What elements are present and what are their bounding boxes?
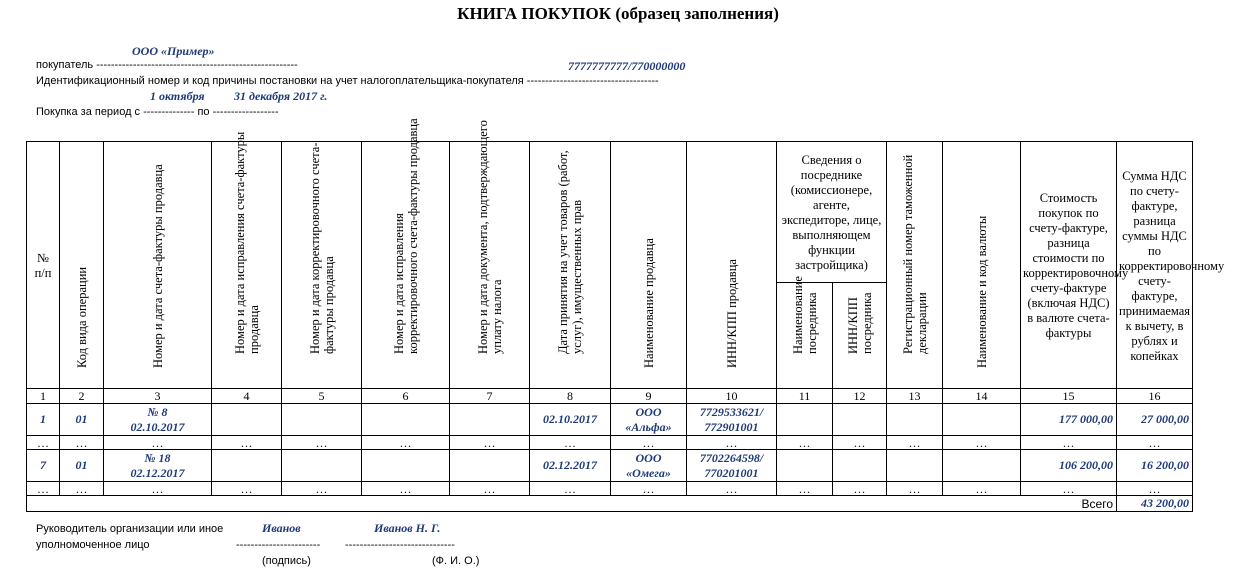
signer-fio: Иванов Н. Г. <box>374 521 441 535</box>
seller-name-line: ООО <box>635 404 662 419</box>
empty-cell <box>450 404 530 436</box>
page-title: КНИГА ПОКУПОК (образец заполнения) <box>457 4 779 23</box>
invoice-number: № 8 <box>147 404 168 419</box>
column-number-row <box>27 389 1193 404</box>
header-col-15: Стоимость покупок по счету-фактуре, разница стоимости по корректировочному счету-фактуре (включая НДС) в валюте счета-фактуры <box>1021 142 1117 389</box>
empty-cell <box>450 450 530 482</box>
vat-amount: 27 000,00 <box>1117 404 1193 436</box>
ellipsis: … <box>212 436 282 450</box>
seller-inn-kpp <box>687 450 777 482</box>
header-col-1: № п/п <box>27 142 60 389</box>
fio-line: ------------------------------ <box>345 539 455 551</box>
ellipsis: … <box>777 482 833 496</box>
operation-code: 01 <box>60 404 104 436</box>
empty-cell <box>282 404 362 436</box>
signature-line: ----------------------- <box>236 539 321 551</box>
table-row <box>27 404 1193 436</box>
header-col-6: Номер и дата исправления корректировочного счета-фактуры продавца <box>362 142 450 389</box>
empty-cell <box>833 450 887 482</box>
empty-cell <box>887 450 943 482</box>
ellipsis: … <box>27 482 60 496</box>
header-col-11: Наименование посредника <box>777 283 833 389</box>
fio-caption: (Ф. И. О.) <box>432 555 480 567</box>
seller-name <box>611 450 687 482</box>
head-label-line-2: уполномоченное лицо <box>36 539 150 551</box>
ellipsis: … <box>943 436 1021 450</box>
header-col-9: Наименование продавца <box>611 142 687 389</box>
empty-cell <box>282 450 362 482</box>
empty-cell <box>833 404 887 436</box>
vat-amount: 16 200,00 <box>1117 450 1193 482</box>
ellipsis: … <box>943 482 1021 496</box>
header-col-16: Сумма НДС по счету-фактуре, разница суммы НДС по корректировочному счету-фактуре, принимаемая к вычету, в рублях и копейках <box>1117 142 1193 389</box>
invoice-date: 02.12.2017 <box>130 465 185 480</box>
invoice-date: 02.10.2017 <box>130 419 185 434</box>
empty-cell <box>212 404 282 436</box>
seller-inn: 7729533621/ <box>699 404 764 419</box>
col-number: 15 <box>1021 389 1117 404</box>
total-vat: 43 200,00 <box>1117 496 1193 512</box>
signature: Иванов <box>262 521 301 535</box>
ellipsis: … <box>777 436 833 450</box>
ellipsis: … <box>362 482 450 496</box>
col-number: 5 <box>282 389 362 404</box>
purchase-cost: 106 200,00 <box>1021 450 1117 482</box>
seller-kpp: 772901001 <box>704 419 759 434</box>
ellipsis: … <box>833 482 887 496</box>
col-number: 12 <box>833 389 887 404</box>
col-number: 9 <box>611 389 687 404</box>
ellipsis: … <box>530 436 611 450</box>
empty-cell <box>777 404 833 436</box>
ellipsis: … <box>1117 436 1193 450</box>
header-col-14: Наименование и код валюты <box>943 142 1021 389</box>
ellipsis: … <box>104 482 212 496</box>
empty-cell <box>362 404 450 436</box>
ellipsis: … <box>60 482 104 496</box>
ellipsis: … <box>282 436 362 450</box>
seller-inn-kpp <box>687 404 777 436</box>
col-number: 2 <box>60 389 104 404</box>
col-number: 6 <box>362 389 450 404</box>
total-row <box>27 496 1193 512</box>
col-number: 14 <box>943 389 1021 404</box>
buyer-label: покупатель ------------------------------------------------------- <box>36 59 298 71</box>
empty-cell <box>212 450 282 482</box>
ellipsis: … <box>27 436 60 450</box>
ellipsis: … <box>1021 436 1117 450</box>
header-col-11-12: Сведения о посреднике (комиссионере, агенте, экспедиторе, лице, выполняющем функции застройщика) <box>777 142 887 283</box>
ellipsis: … <box>450 482 530 496</box>
seller-kpp: 770201001 <box>704 465 759 480</box>
operation-code: 01 <box>60 450 104 482</box>
ellipsis: … <box>212 482 282 496</box>
col-number: 16 <box>1117 389 1193 404</box>
signature-caption: (подпись) <box>262 555 311 567</box>
empty-cell <box>777 450 833 482</box>
header-col-3: Номер и дата счета-фактуры продавца <box>104 142 212 389</box>
ellipsis: … <box>450 436 530 450</box>
ellipsis: … <box>1117 482 1193 496</box>
ellipsis: … <box>887 436 943 450</box>
ellipsis: … <box>687 436 777 450</box>
buyer-id-label: Идентификационный номер и код причины постановки на учет налогоплательщика-покупателя ------------------------------------ <box>36 75 659 87</box>
purchase-cost: 177 000,00 <box>1021 404 1117 436</box>
ellipsis: … <box>1021 482 1117 496</box>
col-number: 13 <box>887 389 943 404</box>
period-to: 31 декабря 2017 г. <box>234 89 328 103</box>
col-number: 8 <box>530 389 611 404</box>
col-number: 7 <box>450 389 530 404</box>
col-number: 1 <box>27 389 60 404</box>
total-label: Всего <box>27 496 1117 512</box>
seller-name-line: «Альфа» <box>625 419 672 434</box>
seller-name-line: «Омега» <box>626 465 671 480</box>
seller-inn: 7702264598/ <box>699 450 764 465</box>
ellipsis: … <box>104 436 212 450</box>
seller-name <box>611 404 687 436</box>
period-from: 1 октября <box>150 89 205 103</box>
header-col-13: Регистрационный номер таможенной декларации <box>887 142 943 389</box>
col-number: 10 <box>687 389 777 404</box>
empty-cell <box>943 404 1021 436</box>
col-number: 4 <box>212 389 282 404</box>
buyer-name: ООО «Пример» <box>132 44 215 58</box>
ellipsis: … <box>611 436 687 450</box>
head-label-line-1: Руководитель организации или иное <box>36 523 224 535</box>
ellipsis: … <box>611 482 687 496</box>
header-col-10: ИНН/КПП продавца <box>687 142 777 389</box>
buyer-inn-kpp: 7777777777/770000000 <box>568 59 686 73</box>
header-col-12: ИНН/КПП посредника <box>833 283 887 389</box>
invoice-number: № 18 <box>144 450 171 465</box>
header-col-2: Код вида операции <box>60 142 104 389</box>
ellipsis: … <box>282 482 362 496</box>
invoice-number-date <box>104 450 212 482</box>
invoice-number-date <box>104 404 212 436</box>
row-number: 7 <box>27 450 60 482</box>
empty-cell <box>887 404 943 436</box>
empty-cell <box>362 450 450 482</box>
col-number: 3 <box>104 389 212 404</box>
period-label: Покупка за период с -------------- по ------------------ <box>36 106 279 118</box>
ellipsis: … <box>530 482 611 496</box>
accept-date: 02.10.2017 <box>530 404 611 436</box>
header-col-5: Номер и дата корректировочного счета-фактуры продавца <box>282 142 362 389</box>
table-row <box>27 450 1193 482</box>
header-col-7: Номер и дата документа, подтверждающего уплату налога <box>450 142 530 389</box>
purchase-book-table <box>26 118 1225 512</box>
header-col-4: Номер и дата исправления счета-фактуры продавца <box>212 142 282 389</box>
ellipsis: … <box>687 482 777 496</box>
ellipsis: … <box>833 436 887 450</box>
accept-date: 02.12.2017 <box>530 450 611 482</box>
seller-name-line: ООО <box>635 450 662 465</box>
header-col-8: Дата принятия на учет товаров (работ, услуг), имущественных прав <box>530 142 611 389</box>
col-number: 11 <box>777 389 833 404</box>
ellipsis: … <box>362 436 450 450</box>
row-number: 1 <box>27 404 60 436</box>
ellipsis: … <box>887 482 943 496</box>
ellipsis-row <box>27 436 1193 450</box>
ellipsis: … <box>60 436 104 450</box>
ellipsis-row <box>27 482 1193 496</box>
header-row <box>27 142 1193 283</box>
empty-cell <box>943 450 1021 482</box>
